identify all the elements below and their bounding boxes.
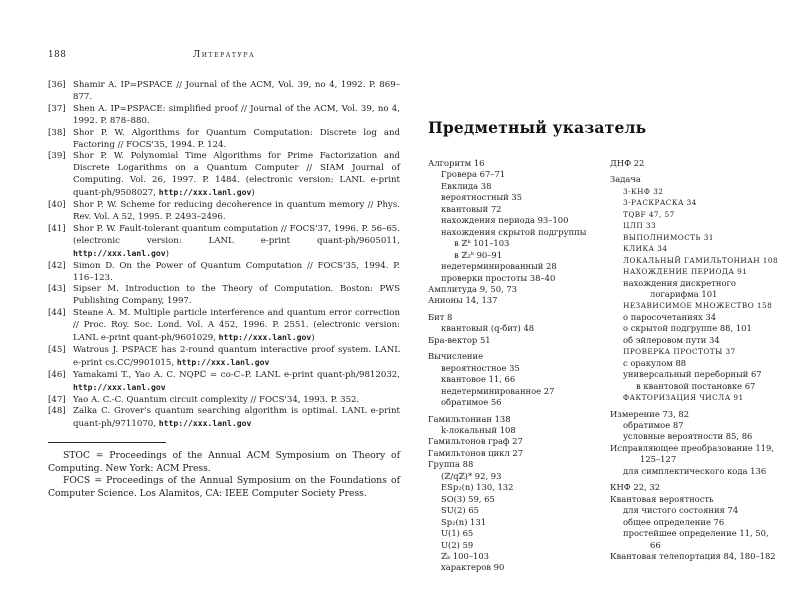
index-title: Предметный указатель (428, 118, 647, 137)
bibliography-entry (48, 284, 400, 308)
index-entry: Квантовая вероятность (610, 493, 714, 504)
url-text: http://xxx.lanl.gov (176, 356, 270, 367)
bibliography-entry (48, 406, 400, 431)
index-entry: о паросочетаниях 34 (623, 311, 717, 322)
reference-text: Steane A. M. Multiple particle interference and quantum error correction // Proc. Roy. Soc. Lond. Vol. A 452, 1996. P. 2551. (electronic version: LANL e-print quant-ph/9601029, (73, 308, 400, 344)
index-entry: универсальный переборный 67 (623, 369, 762, 380)
reference-text: ) (165, 248, 169, 259)
index-entry: в ℤ₂ᵏ 90–91 (454, 249, 503, 260)
entry-text (73, 224, 400, 261)
index-entry: Гамильтонов цикл 27 (428, 447, 524, 458)
index-entry: общее определение 76 (623, 516, 725, 527)
index-entry: ФАКТОРИЗАЦИЯ ЧИСЛА 91 (623, 393, 744, 403)
index-entry: нахождения скрытой подгруппы (441, 226, 587, 237)
index-entry: условные вероятности 85, 86 (623, 431, 753, 442)
index-entry: ДНФ 22 (610, 158, 645, 168)
entry-number: [48] (48, 406, 66, 417)
url-text: http://xxx.lanl.gov (73, 247, 166, 258)
bibliography-list (48, 80, 400, 431)
bibliography-entry (48, 261, 400, 285)
entry-text (73, 104, 400, 128)
index-entry: Гровера 67–71 (441, 169, 506, 180)
entry-number: [46] (48, 369, 66, 380)
index-entry: Гамильтониан 138 (428, 413, 511, 424)
index-entry: TQBF 47, 57 (623, 209, 675, 219)
index-entry: в квантовой постановке 67 (636, 380, 756, 391)
entry-text (73, 80, 400, 104)
index-entry: U(1) 65 (441, 528, 474, 539)
index-entry: ESp₂(n) 130, 132 (441, 482, 514, 493)
index-column-left (428, 158, 598, 574)
index-entry: Амплитуда 9, 50, 73 (428, 283, 518, 294)
index-entry: (ℤ/qℤ)* 92, 93 (441, 470, 502, 481)
entry-number: [47] (48, 394, 66, 405)
index-entry: ПРОВЕРКА ПРОСТОТЫ 37 (623, 347, 736, 357)
bibliography-entry (48, 151, 400, 200)
reference-text: Shamir A. IP=PSPACE // Journal of the ACM, Vol. 39, no 4, 1992. P. 869–877. (73, 80, 400, 102)
index-entry: обратимое 87 (623, 419, 684, 430)
entry-text (73, 284, 400, 308)
index-entry: квантовое 11, 66 (441, 374, 516, 385)
index-entry: Вычисление (428, 351, 484, 362)
index-entry: ВЫПОЛНИМОСТЬ 31 (623, 232, 714, 242)
right-page (428, 118, 780, 574)
reference-text: Shen A. IP=PSPACE: simplified proof // Journal of the ACM, Vol. 39, no 4, 1992. P. 878–880. (73, 103, 400, 126)
entry-text (73, 406, 400, 431)
index-entry: ЛОКАЛЬНЫЙ ГАМИЛЬТОНИАН 108 (623, 255, 779, 265)
index-entry: 3-РАСКРАСКА 34 (623, 198, 697, 208)
left-page-header (48, 50, 400, 64)
bibliography-entry (48, 395, 400, 407)
entry-number: [43] (48, 284, 66, 295)
bibliography-entry (48, 80, 400, 104)
index-entry: в ℤᵏ 101–103 (454, 238, 510, 249)
reference-text: ) (251, 188, 255, 199)
entry-text (73, 128, 400, 152)
entry-number: [45] (48, 344, 66, 355)
reference-text: Shor P. W. Algorithms for Quantum Computation: Discrete log and Factoring // FOCS'35, 1994. P. 124. (73, 127, 400, 150)
index-entry: квантовый (q-бит) 48 (441, 323, 535, 334)
index-entry: Бра-вектор 51 (428, 334, 491, 345)
index-entry: КЛИКА 34 (623, 244, 668, 254)
index-entry: ЦЛП 33 (623, 221, 657, 231)
left-page (48, 50, 400, 501)
index-entry: вероятностное 35 (441, 362, 520, 373)
entry-text (73, 200, 400, 224)
reference-text: Watrous J. PSPACE has 2-round quantum interactive proof system. LANL e-print cs.CC/9901015, (73, 344, 400, 368)
running-header: Литература (192, 50, 256, 60)
reference-text: Simon D. On the Power of Quantum Computation // FOCS'35, 1994. P. 116–123. (73, 260, 400, 283)
reference-text: Shor P. W. Polynomial Time Algorithms for Prime Factorization and Discrete Logarithms on a Quantum Computer // SIAM Journal of Computing. Vol. 26, 1997. P. 1484. (electronic version: LANL e-print quant-ph/9508027, (73, 151, 400, 199)
index-entry: характеров 90 (441, 562, 505, 573)
entry-text (73, 151, 400, 200)
reference-text: Yao A. C.-C. Quantum circuit complexity // FOCS'34, 1993. P. 352. (73, 394, 360, 405)
index-entry: проверки простоты 38–40 (441, 272, 556, 283)
index-entry: нахождения периода 93–100 (441, 215, 569, 226)
index-entry: НЕЗАВИСИМОЕ МНОЖЕСТВО 158 (623, 301, 773, 311)
entry-text (73, 395, 400, 407)
index-entry: Исправляющее преобразование 119, 125–127 (610, 442, 774, 465)
index-entry: U(2) 59 (441, 539, 474, 550)
index-entry: SU(2) 65 (441, 505, 479, 516)
entry-number: [36] (48, 80, 66, 90)
reference-text: Zalka C. Grover's quantum searching algorithm is optimal. LANL e-print quant-ph/9711070, (73, 406, 400, 430)
bibliography-entry (48, 224, 400, 261)
index-entry: нахождения дискретного логарифма 101 (623, 277, 736, 299)
bibliography-entry (48, 370, 400, 395)
reference-text: Shor P. W. Fault-tolerant quantum computation // FOCS'37, 1996. P. 56–65. (electronic version: LANL e-print quant-ph/9605011, (73, 223, 400, 246)
entry-text (73, 370, 400, 395)
entry-number: [40] (48, 200, 66, 211)
index-entry: НАХОЖДЕНИЕ ПЕРИОДА 91 (623, 267, 748, 277)
index-entry: Квантовая телепортация 84, 180–182 (610, 550, 776, 561)
page-number: 188 (48, 50, 67, 60)
entry-text (73, 345, 400, 370)
index-entry: Анионы 14, 137 (428, 295, 498, 306)
footnote-paragraph: FOCS = Proceedings of the Annual Symposium on the Foundations of Computer Science. Los Alamitos, CA: IEEE Computer Society Press. (48, 475, 400, 500)
url-text: http://xxx.lanl.gov (158, 187, 252, 198)
index-entry: о скрытой подгруппе 88, 101 (623, 323, 752, 334)
index-entry: Бит 8 (428, 311, 453, 322)
reference-text: Yamakami T., Yao A. C. NQPℂ = co-C₌P. LANL e-print quant-ph/9812032, (73, 369, 400, 380)
entry-text (73, 261, 400, 285)
index-entry: вероятностный 35 (441, 192, 523, 203)
entry-number: [44] (48, 308, 66, 319)
index-column-right (610, 158, 780, 574)
bibliography-entry (48, 200, 400, 224)
entry-number: [42] (48, 260, 66, 271)
index-entry: k-локальный 108 (441, 424, 516, 435)
index-entry: Алгоритм 16 (428, 158, 485, 168)
reference-text: Shor P. W. Scheme for reducing decoherence in quantum memory // Phys. Rev. Vol. A 52, 1995. P. 2493–2496. (73, 200, 400, 222)
entry-number: [39] (48, 151, 66, 162)
footnote-rule (48, 442, 166, 443)
index-entry: ℤₖ 100–103 (441, 550, 489, 561)
url-text: http://xxx.lanl.gov (73, 381, 166, 392)
index-entry: Sp₂(n) 131 (441, 516, 487, 527)
bibliography-entry (48, 308, 400, 345)
index-entry: Евклида 38 (441, 180, 492, 191)
index-entry: 3-КНФ 32 (623, 186, 664, 196)
index-entry: для симплектического кода 136 (623, 465, 767, 476)
index-entry: недетерминированное 27 (441, 385, 555, 396)
entry-number: [38] (48, 127, 66, 138)
footnotes (48, 450, 400, 500)
index-entry: квантовый 72 (441, 203, 502, 214)
url-text: http://xxx.lanl.gov (158, 418, 252, 429)
index-entry: обратимое 56 (441, 397, 502, 408)
footnote-paragraph: STOC = Proceedings of the Annual ACM Symposium on Theory of Computing. New York: ACM Press. (48, 450, 400, 474)
url-text: http://xxx.lanl.gov (218, 332, 312, 343)
index-entry: недетерминированный 28 (441, 261, 557, 272)
entry-text (73, 308, 400, 345)
index-columns (428, 158, 780, 574)
bibliography-entry (48, 104, 400, 128)
entry-number: [37] (48, 103, 66, 114)
index-entry: SO(3) 59, 65 (441, 493, 495, 504)
reference-text: Sipser M. Introduction to the Theory of Computation. Boston: PWS Publishing Company, 1997. (73, 284, 400, 307)
index-entry: Группа 88 (428, 459, 474, 470)
index-entry: Задача (610, 174, 641, 185)
entry-number: [41] (48, 223, 66, 234)
index-entry: для чистого состояния 74 (623, 505, 739, 516)
index-entry: Гамильтонов граф 27 (428, 436, 523, 447)
index-entry: простейшее определение 11, 50, 66 (623, 528, 769, 550)
bibliography-entry (48, 345, 400, 370)
index-entry: об эйлеровом пути 34 (623, 334, 720, 345)
index-entry: с оракулом 88 (623, 357, 687, 368)
index-entry: Измерение 73, 82 (610, 408, 690, 419)
reference-text: ) (311, 333, 315, 344)
index-entry: КНФ 22, 32 (610, 482, 661, 493)
bibliography-entry (48, 128, 400, 152)
